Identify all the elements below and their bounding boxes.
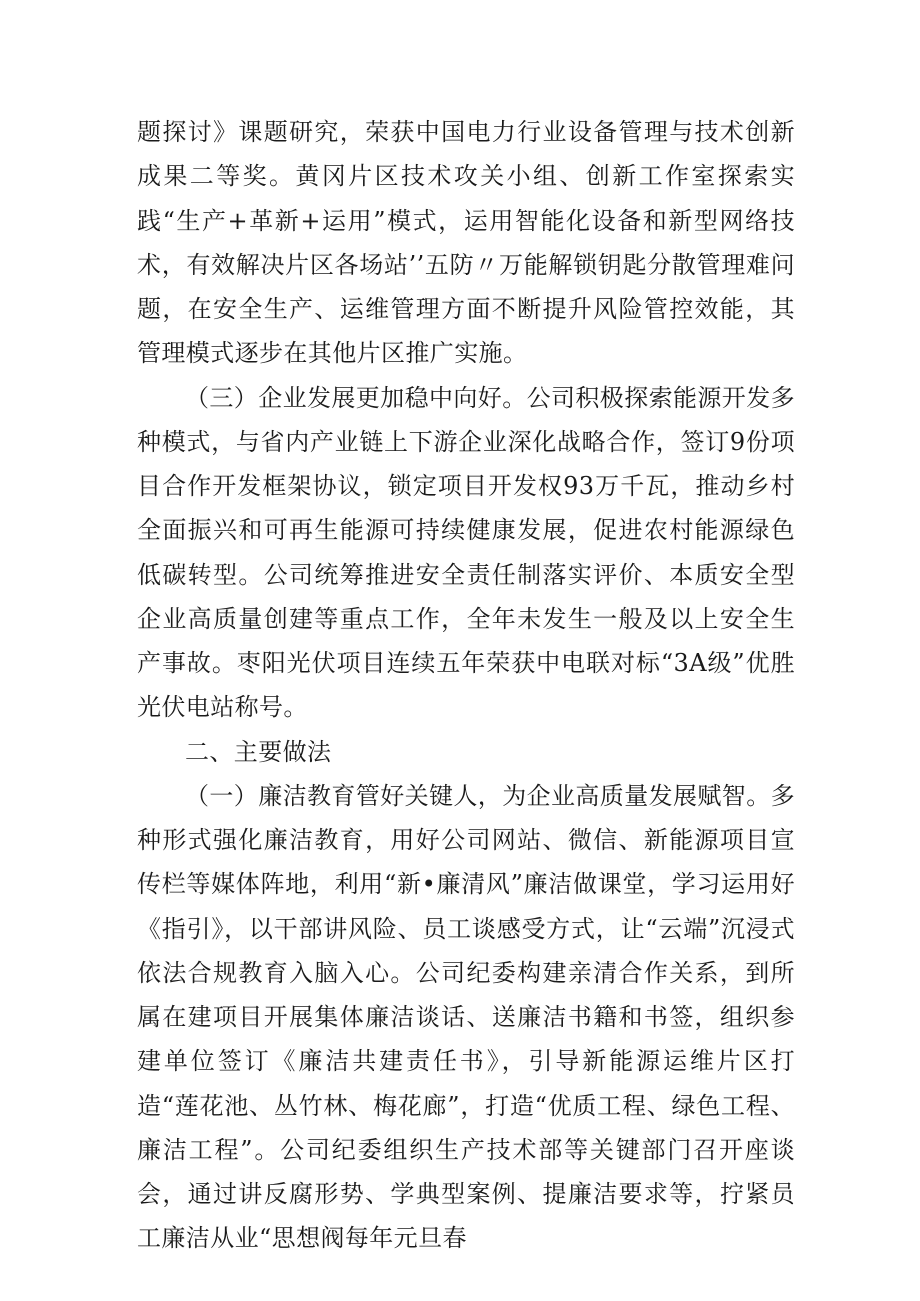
- section-heading-main-practices: 二、主要做法: [185, 737, 332, 766]
- paragraph-3: （一）廉洁教育管好关键人，为企业高质量发展赋智。多种形式强化廉洁教育，用好公司网站、微信、新能源项目宣传栏等媒体阵地，利用“新•廉清风”廉洁做课堂，学习运用好《指引》，以干部讲风险、员工谈感受方式，让“云端”沉浸式依法合规教育入脑入心。公司纪委构建亲清合作关系，到所属在建项目开展集体廉洁谈话、送廉洁书籍和书签，组织参建单位签订《廉洁共建责任书》，引导新能源运维片区打造“莲花池、丛竹林、梅花廊”，打造“优质工程、绿色工程、廉洁工程”。公司纪委组织生产技术部等关键部门召开座谈会，通过讲反腐形势、学典型案例、提廉洁要求等，拧紧员工廉洁从业“思想阀每年元旦春: [137, 781, 795, 1253]
- paragraph-2: （三）企业发展更加稳中向好。公司积极探索能源开发多种模式，与省内产业链上下游企业深化战略合作，签订9份项目合作开发框架协议，锁定项目开发权93万千瓦，推动乡村全面振兴和可再生能源可持续健康发展，促进农村能源绿色低碳转型。公司统筹推进安全责任制落实评价、本质安全型企业高质量创建等重点工作，全年未发生一般及以上安全生产事故。枣阳光伏项目连续五年荣获中电联对标“3A级”优胜光伏电站称号。: [137, 383, 795, 722]
- paragraph-1: 题探讨》课题研究，荣获中国电力行业设备管理与技术创新成果二等奖。黄冈片区技术攻关小组、创新工作室探索实践“生产+革新+运用”模式，运用智能化设备和新型网络技术，有效解决片区各场站’’五防〃万能解锁钥匙分散管理难问题，在安全生产、运维管理方面不断提升风险管控效能，其管理模式逐步在其他片区推广实施。: [137, 118, 795, 368]
- document-body: [137, 110, 795, 1261]
